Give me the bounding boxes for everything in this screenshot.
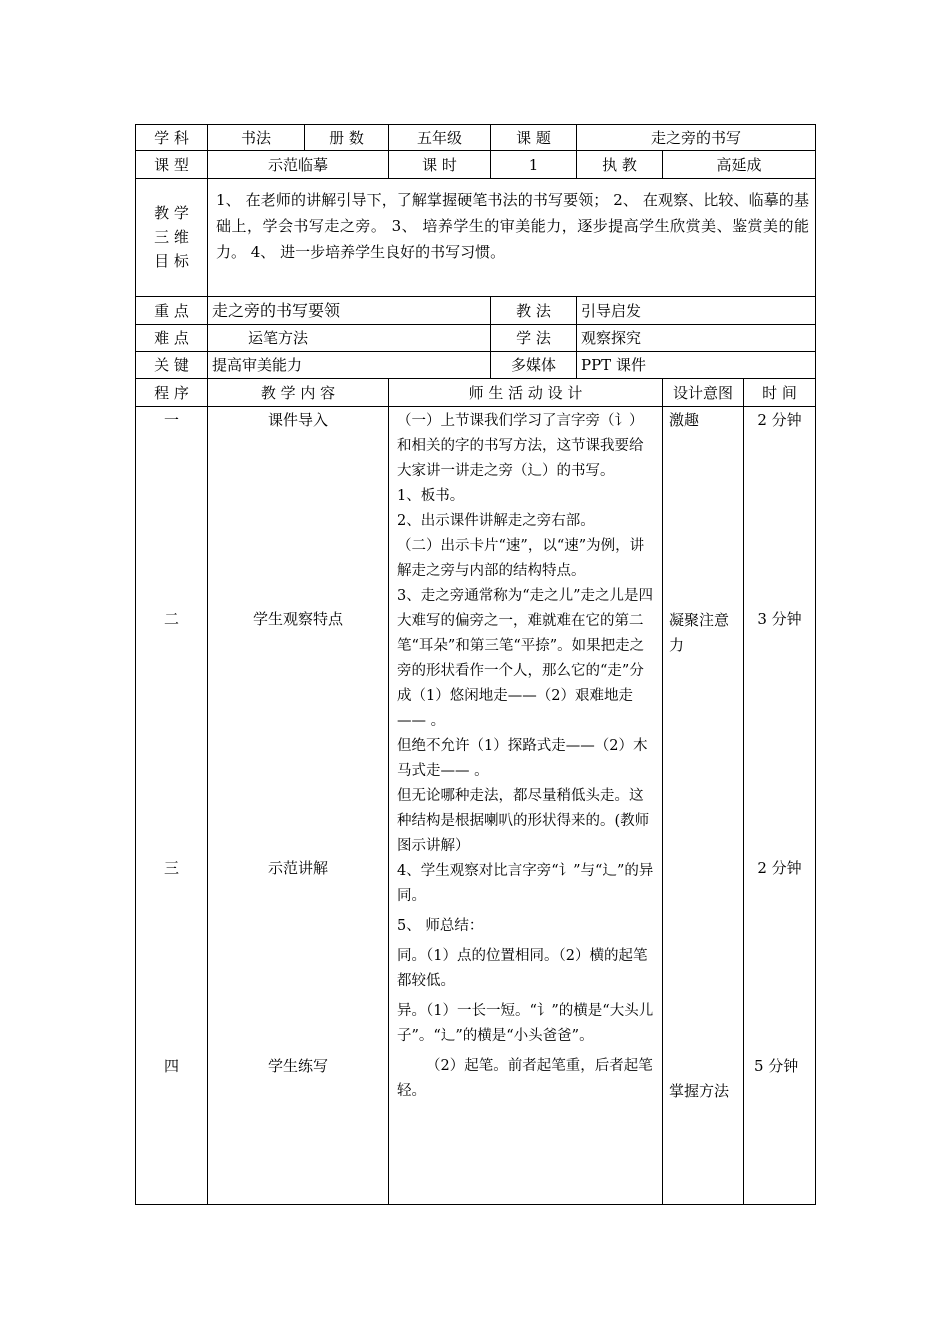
activity-paragraph: 1、板书。 <box>397 488 465 504</box>
goals-label-line1: 教 学 <box>154 204 189 222</box>
step-seq: 二 <box>163 610 179 628</box>
activity-paragraph: 3、走之旁通常称为“走之儿”走之儿是四大难写的偏旁之一，难就难在它的第二笔“耳朵”和第三笔“平捺”。如果把走之旁的形状看作一个人，那么它的“走”分成（1）悠闲地走——（2）艰难地走—— 。 <box>397 588 654 729</box>
activity-paragraph: 但无论哪种走法，都尽量稍低头走。这种结构是根据喇叭的形状得来的。(教师图示讲解） <box>397 788 650 854</box>
activity-paragraph: 5、 师总结： <box>397 918 484 934</box>
step-content: 示范讲解 <box>267 859 328 877</box>
media-value: PPT 课件 <box>577 352 816 379</box>
header-intent: 设计意图 <box>663 379 744 407</box>
type-value: 示范临摹 <box>208 151 389 179</box>
crux-label: 关 键 <box>136 352 208 379</box>
activity-paragraph: 但绝不允许（1）探路式走——（2）木马式走—— 。 <box>397 738 648 779</box>
header-seq: 程 序 <box>136 379 208 407</box>
key-point-value: 走之旁的书写要领 <box>208 297 491 325</box>
type-label: 课 型 <box>136 151 208 179</box>
intent-column <box>663 407 744 1205</box>
step-content: 课件导入 <box>267 411 328 429</box>
activity-column <box>389 407 663 1205</box>
topic-value: 走之旁的书写 <box>577 125 816 151</box>
seq-column <box>136 407 208 1205</box>
activity-paragraph: 4、学生观察对比言字旁“讠”与“辶”的异同。 <box>397 863 654 904</box>
hours-label: 课 时 <box>389 151 491 179</box>
difficulty-value: 运笔方法 <box>208 325 491 352</box>
step-time: 5 分钟 <box>754 1057 799 1075</box>
header-time: 时 间 <box>744 379 816 407</box>
lesson-plan-table <box>135 124 816 1205</box>
difficulty-label: 难 点 <box>136 325 208 352</box>
goals-text: 1、 在老师的讲解引导下，了解掌握硬笔书法的书写要领； 2、 在观察、比较、临摹的基础上，学会书写走之旁。 3、 培养学生的审美能力，逐步提高学生欣赏美、鉴赏美的能力。 4、 进一步培养学生良好的书写习惯。 <box>208 179 816 297</box>
step-intent: 掌握方法 <box>669 1082 730 1100</box>
activity-paragraph: （二）出示卡片“速”，以“速”为例，讲解走之旁与内部的结构特点。 <box>397 538 645 579</box>
step-seq: 三 <box>163 859 179 877</box>
activity-paragraph: 2、出示课件讲解走之旁右部。 <box>397 513 595 529</box>
time-column <box>744 407 816 1205</box>
step-time: 2 分钟 <box>757 859 802 877</box>
teacher-value: 高延成 <box>663 151 816 179</box>
header-activity: 师 生 活 动 设 计 <box>389 379 663 407</box>
step-content: 学生练写 <box>267 1057 328 1075</box>
volume-label: 册 数 <box>305 125 389 151</box>
header-content: 教 学 内 容 <box>208 379 389 407</box>
learning-method-value: 观察探究 <box>577 325 816 352</box>
key-point-label: 重 点 <box>136 297 208 325</box>
step-intent: 激趣 <box>669 411 700 429</box>
activity-paragraph: 异。（1）一长一短。“讠”的横是“大头儿子”。“辶”的横是“小头爸爸”。 <box>397 1003 654 1044</box>
goals-label-line2: 三 维 <box>154 228 189 246</box>
activity-paragraph: （2）起笔。前者起笔重，后者起笔轻。 <box>397 1058 653 1099</box>
learning-method-label: 学 法 <box>491 325 577 352</box>
step-seq: 一 <box>163 411 179 429</box>
step-seq: 四 <box>163 1057 179 1075</box>
hours-value: 1 <box>491 151 577 179</box>
goals-label-line3: 目 标 <box>154 252 189 270</box>
subject-value: 书法 <box>208 125 305 151</box>
activity-paragraph: 同。（1）点的位置相同。（2）横的起笔都较低。 <box>397 948 648 989</box>
content-column <box>208 407 389 1205</box>
step-time: 3 分钟 <box>757 610 802 628</box>
teacher-label: 执 教 <box>577 151 663 179</box>
teaching-method-label: 教 法 <box>491 297 577 325</box>
activity-paragraph: （一）上节课我们学习了言字旁（讠）和相关的字的书写方法，这节课我要给大家讲一讲走之旁（辶）的书写。 <box>397 413 644 479</box>
volume-value: 五年级 <box>389 125 491 151</box>
crux-value: 提高审美能力 <box>208 352 491 379</box>
media-label: 多媒体 <box>491 352 577 379</box>
step-intent: 凝聚注意力 <box>669 611 730 654</box>
step-content: 学生观察特点 <box>252 610 343 628</box>
goals-label <box>136 179 208 297</box>
subject-label: 学 科 <box>136 125 208 151</box>
teaching-method-value: 引导启发 <box>577 297 816 325</box>
step-time: 2 分钟 <box>757 411 802 429</box>
topic-label: 课 题 <box>491 125 577 151</box>
